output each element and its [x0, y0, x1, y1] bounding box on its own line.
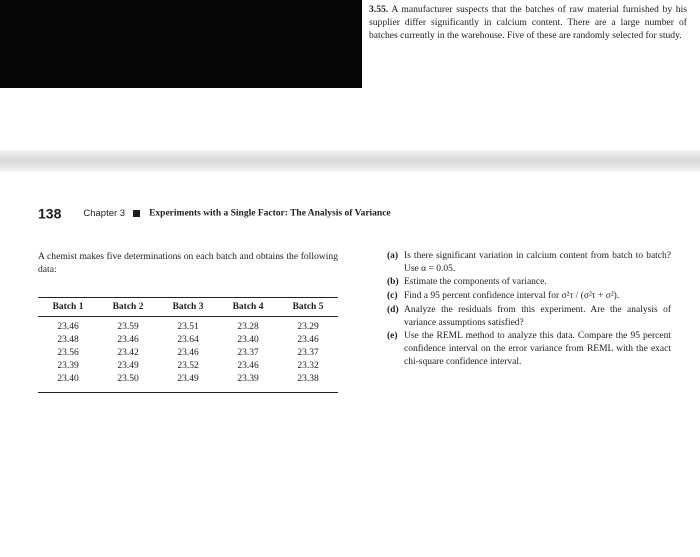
- intro-paragraph: A chemist makes five determinations on each batch and obtains the following data:: [38, 251, 338, 275]
- previous-problem: [369, 3, 687, 42]
- question-text: Analyze the residuals from this experiment. Are the analysis of variance assumptions satisfied?: [404, 304, 671, 328]
- table-cell: 23.42: [117, 348, 139, 358]
- table-cell: 23.39: [57, 361, 79, 371]
- table-cell: 23.37: [297, 348, 319, 358]
- table-cell: 23.40: [237, 335, 259, 345]
- table-cell: 23.52: [177, 361, 199, 371]
- table-cell: 23.38: [297, 374, 319, 384]
- square-bullet-icon: [133, 210, 140, 217]
- column-header: Batch 1: [52, 302, 84, 312]
- column-header: Batch 3: [172, 302, 204, 312]
- question-item: [387, 330, 671, 368]
- page-separator: [0, 150, 700, 172]
- table-cell: 23.32: [297, 361, 319, 371]
- table-cell: 23.59: [117, 322, 139, 332]
- table-header-row: [38, 298, 338, 316]
- table-cell: 23.40: [57, 374, 79, 384]
- table-cell: 23.50: [117, 374, 139, 384]
- table-cell: 23.64: [177, 335, 199, 345]
- table-cell: 23.46: [57, 322, 79, 332]
- question-label: (c): [387, 291, 398, 302]
- table-body: [38, 317, 338, 392]
- column-header: Batch 4: [232, 302, 264, 312]
- table-cell: 23.39: [237, 374, 259, 384]
- table-cell: 23.49: [177, 374, 199, 384]
- table-cell: 23.46: [237, 361, 259, 371]
- question-label: (a): [387, 251, 399, 261]
- column-header: Batch 2: [112, 302, 144, 312]
- batch-data-table: [38, 297, 338, 393]
- table-cell: 23.48: [57, 335, 79, 345]
- table-cell: 23.37: [237, 348, 259, 358]
- table-cell: 23.46: [177, 348, 199, 358]
- table-cell: 23.28: [237, 322, 259, 332]
- question-label: (e): [387, 331, 398, 342]
- question-label: (d): [387, 304, 399, 315]
- table-cell: 23.56: [57, 348, 79, 358]
- question-text: Estimate the components of variance.: [404, 277, 547, 288]
- table-row: [38, 334, 338, 347]
- question-label: (b): [387, 277, 399, 288]
- question-text: Is there significant variation in calcium content from batch to batch? Use α = 0.05.: [404, 251, 671, 274]
- redacted-black-block: [0, 0, 362, 88]
- question-item: [387, 250, 671, 275]
- table-cell: 23.46: [117, 335, 139, 345]
- table-cell: 23.51: [177, 322, 199, 332]
- table-row: [38, 347, 338, 360]
- table-row: [38, 360, 338, 373]
- page-number: 138: [38, 205, 62, 222]
- problem-number: 3.55.: [369, 4, 389, 15]
- table-row: [38, 373, 338, 386]
- chapter-label: Chapter 3: [83, 207, 126, 219]
- table-cell: 23.46: [297, 335, 319, 345]
- page-header: [38, 204, 391, 222]
- question-text: Use the REML method to analyze this data. Compare the 95 percent confidence interval on the error variance from REML with the exact chi-square confidence interval.: [404, 331, 671, 367]
- question-list: [387, 250, 671, 369]
- table-bottom-rule: [38, 392, 338, 393]
- chapter-title: Experiments with a Single Factor: The Analysis of Variance: [149, 208, 391, 219]
- question-item: [387, 276, 671, 289]
- table-row: [38, 321, 338, 334]
- table-cell: 23.49: [117, 361, 139, 371]
- question-item: [387, 304, 671, 329]
- column-header: Batch 5: [292, 302, 324, 312]
- table-cell: 23.29: [297, 322, 319, 332]
- question-item: [387, 290, 671, 303]
- question-text: Find a 95 percent confidence interval for σ²τ / (σ²τ + σ²).: [404, 291, 620, 302]
- problem-text: A manufacturer suspects that the batches of raw material furnished by his supplier differ significantly in calcium content. There are a large number of batches currently in the warehouse. Five of these are randomly selected for study.: [369, 4, 688, 42]
